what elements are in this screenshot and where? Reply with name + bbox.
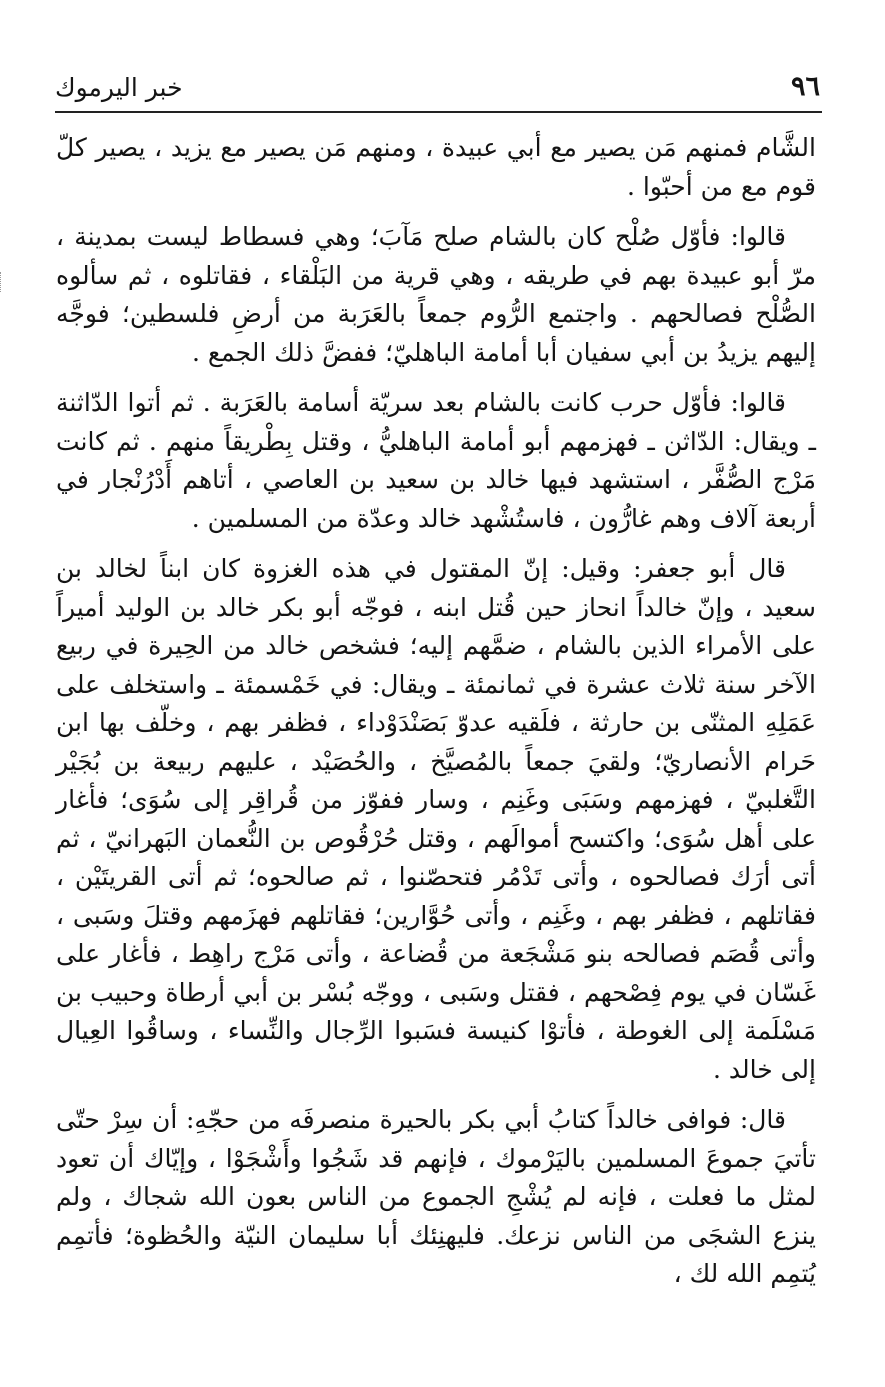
header-divider bbox=[55, 111, 822, 113]
page-number: ٩٦ bbox=[790, 71, 820, 102]
paragraph-abu-bakr-letter: قال: فوافى خالداً كتابُ أبي بكر بالحيرة منصرفَه من حجّهِ: أن سِرْ حتّى تأتيَ جموعَ المسلمين باليَرْموك ، فإنهم قد شَجُوا وأَشْجَوْا ، وإيّاك أن تعود لمثل ما فعلت ، فإنه لم يُشْجِ الجموع من الناس بعون الله شجاك ، ولم ينزع الشجَى من الناس نزعك. فليهنِئك أبا سليمان النيّة والحُظوة؛ فأتمِم يُتمِم الله لك ، bbox=[56, 1105, 817, 1288]
page-header bbox=[55, 68, 820, 108]
body-text bbox=[56, 129, 816, 1306]
margin-mark bbox=[0, 272, 9, 292]
paragraph-abu-jafar: قال أبو جعفر: وقيل: إنّ المقتول في هذه الغزوة كان ابناً لخالد بن سعيد ، وإنّ خالداً انحاز حين قُتل ابنه ، فوجّه أبو بكر خالد بن الوليد أميراً على الأمراء الذين بالشام ، ضمَّهم إليه؛ فشخص خالد من الحِيرة في ربيع الآخر سنة ثلاث عشرة في ثمانمئة ـ ويقال: في خَمْسمئة ـ واستخلف على عَمَلِهِ المثنّى بن حارثة ، فلَقيه عدوّ بَصَنْدَوْداء ، فظفر بهم ، وخلّف بها ابن حَرام الأنصاريّ؛ ولقيَ جمعاً بالمُصيَّخ ، والحُصَيْد ، عليهم ربيعة بن بُجَيْر التَّغلبيّ ، فهزمهم وسَبَى وغَنِم ، وسار ففوّز من قُراقِر إلى سُوَى؛ فأغار على أهل سُوَى؛ واكتسح أموالَهم ، وقتل حُرْقُوص بن النُّعمان البَهرانيّ ، ثم أتى أرَك فصالحوه ، وأتى تَدْمُر فتحصّنوا ، ثم صالحوه؛ ثم أتى القريتَيْن ، فقاتلهم ، فظفر بهم ، وغَنِم ، وأتى حُوَّارين؛ فقاتلهم فهزَمهم وقتلَ وسَبى ، وأتى قُصَم فصالحه بنو مَشْجَعة من قُضاعة ، وأتى مَرْج راهِط ، فأغار على غَسّان في يوم فِصْحهم ، فقتل وسَبى ، ووجّه بُسْر بن أبي أرطاة وحبيب بن مَسْلَمة إلى الغوطة ، فأتوْا كنيسة فسَبوا الرِّجال والنِّساء ، وساقُوا العِيال إلى خالد . bbox=[56, 554, 817, 1084]
paragraph-first-war: قالوا: فأوّل حرب كانت بالشام بعد سريّة أسامة بالعَرَبة . ثم أتوا الدّاثنة ـ ويقال: الدّاثن ـ فهزمهم أبو أمامة الباهليُّ ، وقتل بِطْريقاً منهم . ثم كانت مَرْج الصُّفَّر ، استشهد فيها خالد بن سعيد بن العاصي ، أتاهم أَدْرُنْجار في أربعة آلاف وهم غارُّون ، فاستُشْهد خالد وعدّة من المسلمين . bbox=[56, 388, 816, 533]
paragraph-continuation: الشَّام فمنهم مَن يصير مع أبي عبيدة ، ومنهم مَن يصير مع يزيد ، يصير كلّ قوم مع من أحبّوا . bbox=[56, 133, 816, 201]
running-title: خبر اليرموك bbox=[55, 73, 183, 102]
paragraph-mab-peace: قالوا: فأوّل صُلْح كان بالشام صلح مَآبَ؛ وهي فسطاط ليست بمدينة ، مرّ أبو عبيدة بهم في طريقه ، وهي قرية من البَلْقاء ، فقاتلوه ، ثم سألوه الصُّلْح فصالحهم . واجتمع الرُّوم جمعاً بالعَرَبة من أرضِ فلسطين؛ فوجَّه إليهم يزيدُ بن أبي سفيان أبا أمامة الباهليّ؛ ففضَّ ذلك الجمع . bbox=[56, 222, 816, 367]
